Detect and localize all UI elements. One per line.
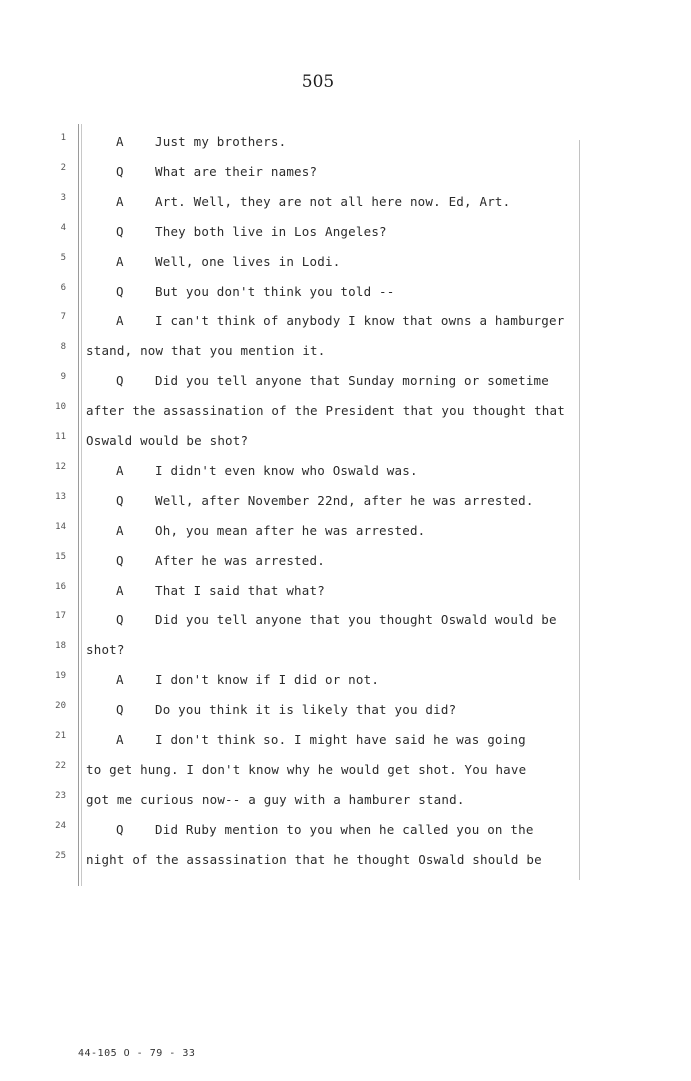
speaker-label: Q bbox=[116, 163, 124, 179]
transcript-line bbox=[0, 551, 691, 573]
page-number: 505 bbox=[301, 72, 335, 92]
transcript-line bbox=[0, 491, 691, 513]
speaker-label: Q bbox=[116, 702, 124, 718]
line-text: After he was arrested. bbox=[155, 552, 325, 568]
line-number: 19 bbox=[55, 671, 66, 682]
line-number: 6 bbox=[60, 282, 66, 293]
speaker-label: Q bbox=[116, 821, 124, 837]
line-text: Oh, you mean after he was arrested. bbox=[155, 522, 426, 538]
line-text: Did you tell anyone that you thought Oswald would be bbox=[155, 612, 557, 628]
line-text: after the assassination of the President that you thought that bbox=[86, 403, 565, 419]
speaker-label: Q bbox=[116, 373, 124, 389]
transcript-line bbox=[0, 222, 691, 244]
line-text: Do you think it is likely that you did? bbox=[155, 702, 457, 718]
line-number: 10 bbox=[55, 402, 66, 413]
line-number: 7 bbox=[60, 312, 66, 323]
line-number: 9 bbox=[60, 372, 66, 383]
transcript-line bbox=[0, 401, 691, 423]
line-text: shot? bbox=[86, 642, 125, 658]
line-number: 20 bbox=[55, 701, 66, 712]
line-text: They both live in Los Angeles? bbox=[155, 223, 387, 239]
line-text: Well, one lives in Lodi. bbox=[155, 253, 341, 269]
line-text: I can't think of anybody I know that owns a hamburger bbox=[155, 313, 565, 329]
line-text: What are their names? bbox=[155, 163, 318, 179]
transcript-line bbox=[0, 820, 691, 842]
speaker-label: Q bbox=[116, 492, 124, 508]
line-text: I don't know if I did or not. bbox=[155, 672, 380, 688]
transcript-line bbox=[0, 461, 691, 483]
line-text: Art. Well, they are not all here now. Ed, Art. bbox=[155, 193, 511, 209]
transcript-line bbox=[0, 282, 691, 304]
line-text: I don't think so. I might have said he was going bbox=[155, 732, 526, 747]
line-number: 3 bbox=[60, 192, 66, 203]
line-text: Well, after November 22nd, after he was arrested. bbox=[155, 492, 534, 508]
speaker-label: Q bbox=[116, 612, 124, 628]
line-number: 22 bbox=[55, 760, 66, 771]
transcript-line bbox=[0, 311, 691, 333]
line-number: 1 bbox=[60, 133, 66, 143]
speaker-label: Q bbox=[116, 223, 124, 239]
transcript-line bbox=[0, 581, 691, 603]
line-number: 2 bbox=[60, 162, 66, 173]
speaker-label: A bbox=[116, 672, 124, 688]
line-number: 15 bbox=[55, 551, 66, 562]
transcript-line bbox=[0, 252, 691, 274]
transcript-line bbox=[0, 341, 691, 363]
line-text: to get hung. I don't know why he would get shot. You have bbox=[86, 761, 527, 777]
transcript-line bbox=[0, 610, 691, 632]
speaker-label: A bbox=[116, 462, 124, 478]
transcript-line bbox=[0, 521, 691, 543]
line-text: stand, now that you mention it. bbox=[86, 343, 326, 359]
line-number: 11 bbox=[55, 432, 66, 442]
speaker-label: Q bbox=[116, 283, 124, 299]
line-number: 5 bbox=[60, 252, 66, 263]
line-text: But you don't think you told -- bbox=[155, 283, 395, 299]
line-text: got me curious now-- a guy with a hamburer stand. bbox=[86, 791, 465, 807]
line-number: 8 bbox=[60, 342, 66, 353]
speaker-label: A bbox=[116, 134, 124, 149]
speaker-label: A bbox=[116, 313, 124, 329]
transcript-line bbox=[0, 760, 691, 782]
transcript-line bbox=[0, 790, 691, 812]
line-number: 12 bbox=[55, 461, 66, 472]
line-text: Just my brothers. bbox=[155, 134, 287, 149]
speaker-label: Q bbox=[116, 552, 124, 568]
transcript-line bbox=[0, 850, 691, 872]
line-text: Did Ruby mention to you when he called you on the bbox=[155, 821, 534, 837]
transcript-line bbox=[0, 132, 691, 154]
line-number: 23 bbox=[55, 790, 66, 801]
speaker-label: A bbox=[116, 582, 124, 598]
line-text: I didn't even know who Oswald was. bbox=[155, 462, 418, 478]
transcript-line bbox=[0, 162, 691, 184]
line-text: Did you tell anyone that Sunday morning or sometime bbox=[155, 373, 550, 389]
transcript-line bbox=[0, 730, 691, 752]
line-number: 18 bbox=[55, 641, 66, 652]
line-text: night of the assassination that he thought Oswald should be bbox=[86, 851, 542, 867]
line-number: 17 bbox=[55, 611, 66, 622]
transcript-line bbox=[0, 192, 691, 214]
line-number: 16 bbox=[55, 581, 66, 592]
speaker-label: A bbox=[116, 522, 124, 538]
speaker-label: A bbox=[116, 253, 124, 269]
line-number: 4 bbox=[60, 222, 66, 233]
line-number: 13 bbox=[55, 491, 66, 502]
line-number: 24 bbox=[55, 820, 66, 831]
transcript-line bbox=[0, 431, 691, 453]
line-number: 21 bbox=[55, 731, 66, 741]
transcript-line bbox=[0, 700, 691, 722]
line-text: That I said that what? bbox=[155, 582, 325, 598]
transcript-line bbox=[0, 640, 691, 662]
line-number: 14 bbox=[55, 521, 66, 532]
line-text: Oswald would be shot? bbox=[86, 433, 249, 448]
transcript-line bbox=[0, 670, 691, 692]
speaker-label: A bbox=[116, 732, 124, 747]
speaker-label: A bbox=[116, 193, 124, 209]
page-footer: 44-105 O - 79 - 33 bbox=[78, 1048, 196, 1059]
transcript-line bbox=[0, 371, 691, 393]
line-number: 25 bbox=[55, 850, 66, 861]
